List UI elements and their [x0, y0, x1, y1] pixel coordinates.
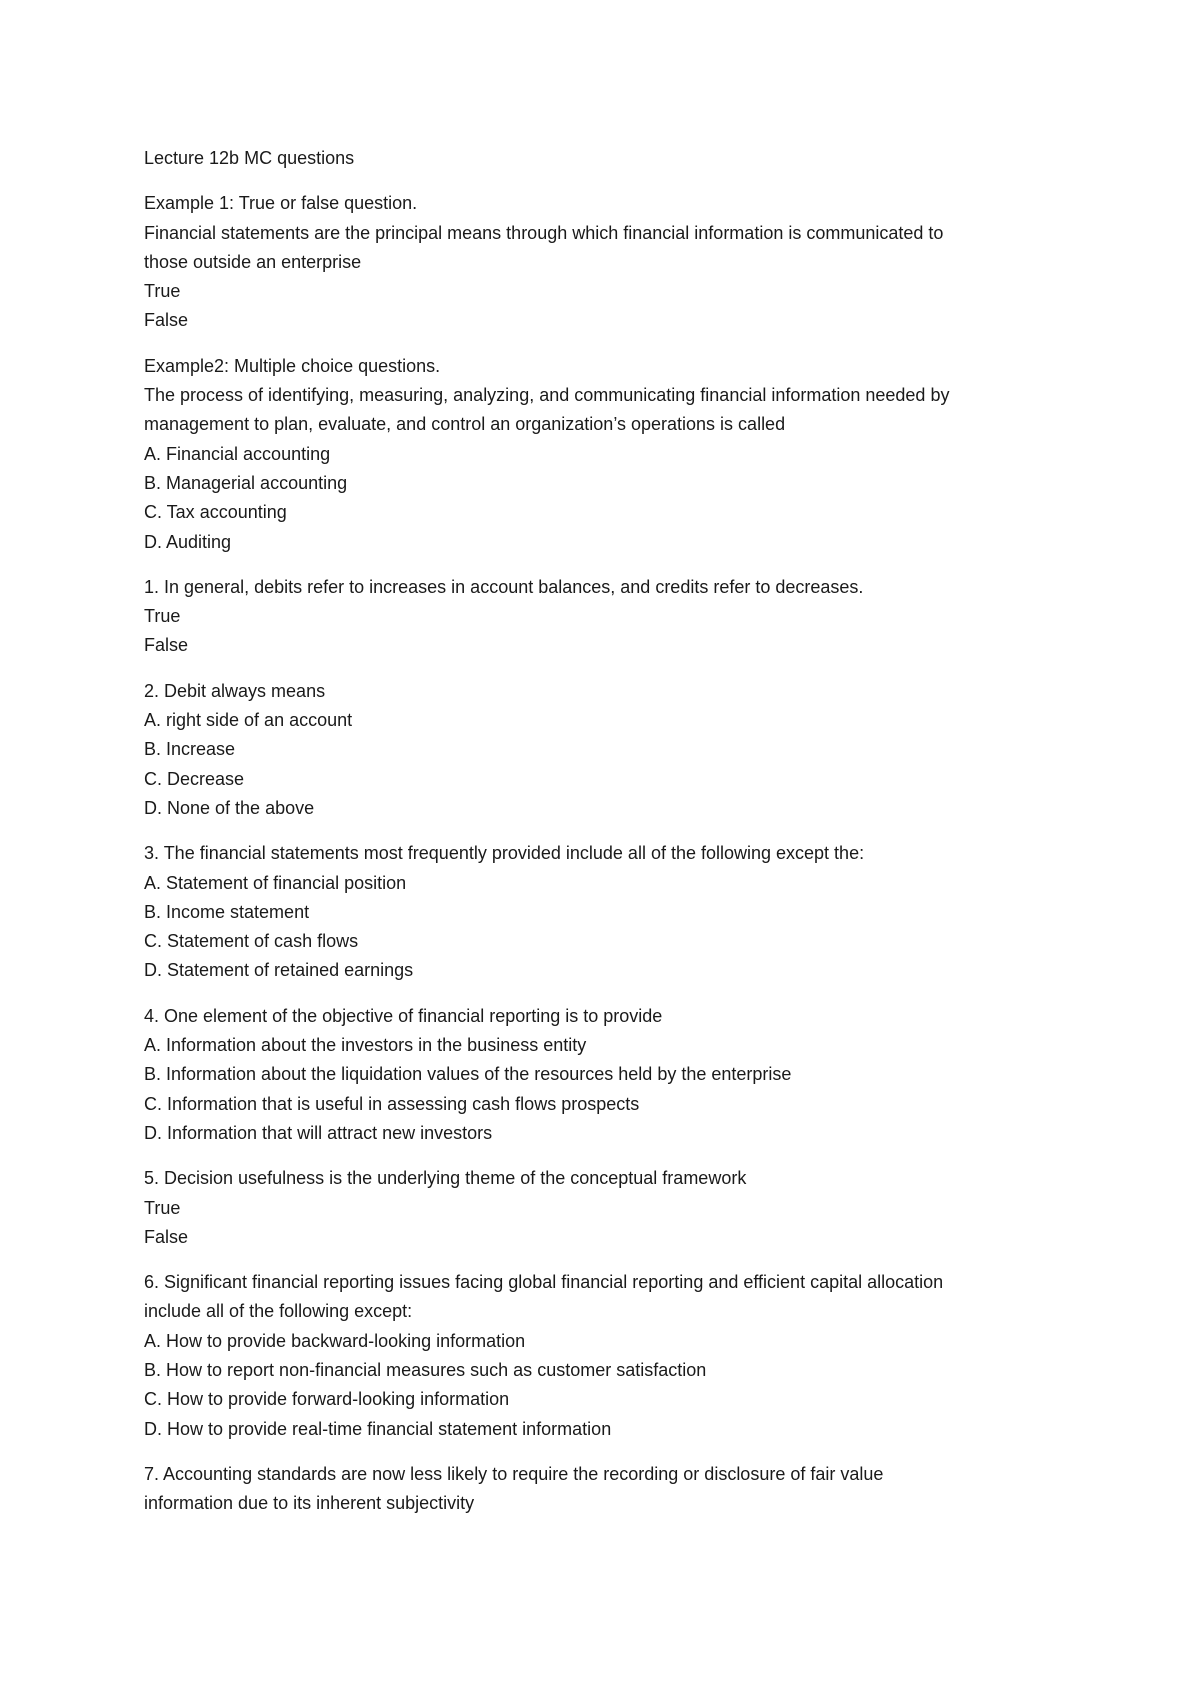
question-line: A. Statement of financial position	[144, 872, 407, 893]
question-line: C. How to provide forward-looking information	[144, 1389, 510, 1410]
question-line: 4. One element of the objective of financial reporting is to provide	[144, 1005, 663, 1026]
question-line: 6. Significant financial reporting issues facing global financial reporting and efficient capital allocation	[144, 1272, 944, 1293]
question-line: True	[144, 1197, 181, 1218]
question-line: information due to its inherent subjectivity	[144, 1493, 475, 1514]
question-line: D. Statement of retained earnings	[144, 960, 414, 981]
question-line: C. Information that is useful in assessing cash flows prospects	[144, 1093, 640, 1114]
question-line: 1. In general, debits refer to increases in account balances, and credits refer to decreases.	[144, 576, 864, 597]
question-block	[144, 573, 1074, 661]
question-line: False	[144, 310, 189, 331]
document-body	[144, 144, 1074, 1518]
question-line: B. How to report non-financial measures such as customer satisfaction	[144, 1359, 707, 1380]
question-block	[144, 1268, 1074, 1444]
question-block	[144, 352, 1074, 557]
question-line: D. Information that will attract new investors	[144, 1122, 493, 1143]
question-block	[144, 839, 1074, 985]
question-block	[144, 189, 1074, 335]
question-line: B. Income statement	[144, 901, 310, 922]
question-line: True	[144, 606, 181, 627]
question-line: C. Tax accounting	[144, 502, 287, 523]
question-line: B. Increase	[144, 739, 236, 760]
question-block	[144, 1460, 1074, 1519]
question-line: D. How to provide real-time financial statement information	[144, 1418, 612, 1439]
question-line: True	[144, 281, 181, 302]
question-line: A. right side of an account	[144, 710, 353, 731]
document-title: Lecture 12b MC questions	[144, 148, 355, 168]
question-line: Example2: Multiple choice questions.	[144, 355, 441, 376]
question-line: D. None of the above	[144, 797, 315, 818]
question-line: The process of identifying, measuring, analyzing, and communicating financial information needed by	[144, 385, 950, 406]
question-line: include all of the following except:	[144, 1301, 413, 1322]
question-line: False	[144, 635, 189, 656]
question-list	[144, 189, 1074, 1518]
question-line: Example 1: True or false question.	[144, 193, 418, 214]
question-block	[144, 1002, 1074, 1148]
question-line: 7. Accounting standards are now less likely to require the recording or disclosure of fair value	[144, 1463, 884, 1484]
question-line: C. Statement of cash flows	[144, 931, 359, 952]
question-line: False	[144, 1226, 189, 1247]
question-line: B. Managerial accounting	[144, 472, 348, 493]
question-line: C. Decrease	[144, 768, 245, 789]
question-line: those outside an enterprise	[144, 251, 362, 272]
question-line: A. Financial accounting	[144, 443, 331, 464]
question-line: B. Information about the liquidation values of the resources held by the enterprise	[144, 1064, 792, 1085]
question-block	[144, 677, 1074, 823]
question-line: management to plan, evaluate, and control an organization’s operations is called	[144, 414, 786, 435]
question-line: A. Information about the investors in the business entity	[144, 1035, 587, 1056]
question-line: 3. The financial statements most frequently provided include all of the following except the:	[144, 843, 865, 864]
question-block	[144, 1164, 1074, 1252]
question-line: 2. Debit always means	[144, 680, 326, 701]
question-line: Financial statements are the principal means through which financial information is communicated to	[144, 222, 944, 243]
question-line: D. Auditing	[144, 531, 232, 552]
question-line: A. How to provide backward-looking information	[144, 1330, 526, 1351]
question-line: 5. Decision usefulness is the underlying theme of the conceptual framework	[144, 1168, 747, 1189]
